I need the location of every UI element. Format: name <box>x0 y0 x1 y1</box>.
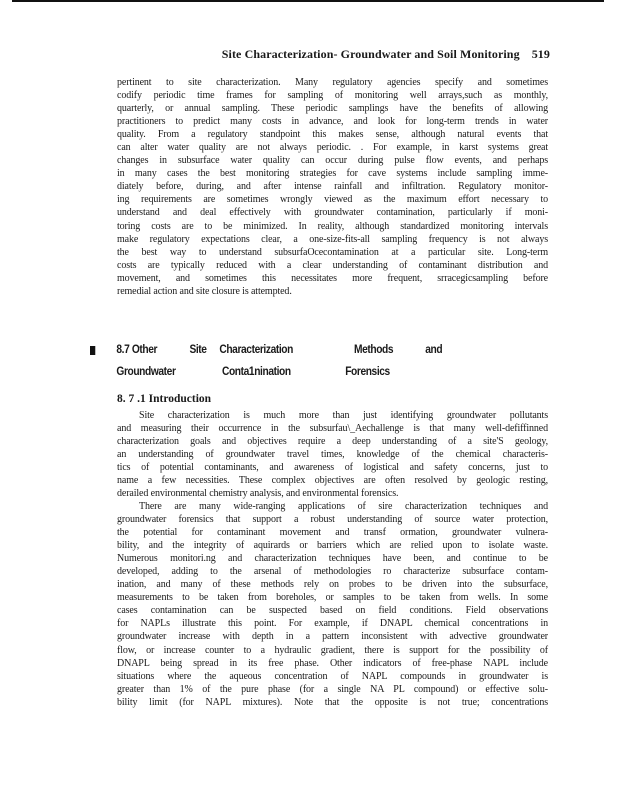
text-line: tics of potential contaminants, and awareness of logistical and safety concerns, just to <box>117 462 548 474</box>
text-line: quality. From a regulatory standpoint this makes sense, although natural events that <box>117 129 548 141</box>
text-line: in many cases the best monitoring strategies for cave systems include sampling imme- <box>117 168 548 180</box>
text-line: the potential for contaminant movement and transf ormation, groundwater vulnera- <box>117 527 548 539</box>
text-line: developed, adding to the arsenal of methodologies ro characterize subsurface contam- <box>117 566 548 578</box>
section-word-contamination <box>222 365 291 378</box>
text-line: the best way to understand subsurfaOcecontamination at a particular site. Long-term <box>117 246 548 258</box>
text-line: quarterly, or annual sampling. These periodic samplings have the benefits of allowing <box>117 103 548 115</box>
section-word-characterization <box>219 343 293 356</box>
section-word: and <box>425 343 443 356</box>
text-line: measurements to be taken from boreholes, or samples to be taken from wells. In some <box>117 592 548 604</box>
section-word: 8.7 Other <box>116 343 158 356</box>
section-word-and <box>425 343 442 356</box>
running-title: Site Characterization- Groundwater and Soil Monitoring <box>221 47 520 61</box>
text-line: groundwater increase with depth in a pattern inconsistent with advective groundwater <box>117 631 548 643</box>
section-word-site <box>189 343 206 356</box>
paragraph-3 <box>117 500 548 709</box>
text-line: characterization goals and objectives require a deep understanding of a site'S geology, <box>117 436 548 448</box>
text-line: codify periodic time frames for sampling of monitoring well arrays,such as monthly, <box>117 90 548 102</box>
text-line: pertinent to site characterization. Many regulatory agencies specify and sometimes <box>117 77 548 88</box>
text-line: Numerous monitori.ng and characterization techniques have been, and continue to be <box>117 553 548 565</box>
text-line: ing requirements are sometimes wrongly viewed as the maximum effort necessary to <box>117 194 548 206</box>
section-word: Groundwater <box>116 365 176 378</box>
text-line: situations where the aqueous concentration of NAPL compounds in groundwater is <box>117 670 548 682</box>
text-line: bility limit (for NAPL mixtures). Note that the opposite is not true; concentrations <box>117 696 548 708</box>
top-rule <box>12 0 604 2</box>
section-heading-line-2 <box>116 365 175 378</box>
section-word: Site <box>189 343 207 356</box>
text-line: flow, or increase counter to a hydraulic gradient, there is support for the possibility of <box>117 644 548 656</box>
section-word: Conta1nination <box>222 365 291 378</box>
text-line: ination, and many of these methods rely on probes to be driven into the subsurface, <box>117 579 548 591</box>
text-line: for NAPLs illustrate this point. For example, if DNAPL chemical concentrations in <box>117 618 548 630</box>
section-bullet <box>90 346 95 355</box>
text-line: bility, and the integrity of aquirards or barriers which are relied upon to isolate waste. <box>117 540 548 552</box>
text-line: changes in subsurface water quality can occur during pulse flow events, and perhaps <box>117 155 548 167</box>
paragraph-1 <box>117 76 548 298</box>
text-line: There are many wide-ranging applications of sire characterization techniques and <box>139 501 548 512</box>
section-word-methods <box>354 343 393 356</box>
text-line: cases contamination can be suspected based on field conditions. Field observations <box>117 605 548 617</box>
text-line: practitioners to predict many costs in advance, and look for long-term trends in water <box>117 116 548 128</box>
text-line: remedial action and site closure is attempted. <box>117 285 292 297</box>
section-word: Forensics <box>345 365 390 378</box>
text-line: toring costs are to be minimized. In reality, although standardized monitoring intervals <box>117 220 548 232</box>
running-head <box>0 47 550 62</box>
text-line: diately before, during, and after intense rainfall and infiltration. Regulatory monitor- <box>117 181 548 193</box>
text-line: name a few necessities. These complex objectives are often resolved by geologic resting, <box>117 475 548 487</box>
text-line: and measuring their occurrence in the subsurfau\_Aechallenge is that many well-defiffinned <box>117 423 548 435</box>
text-line: an understanding of groundwater travel times, knowledge of the chemical characteris- <box>117 449 548 461</box>
section-word: Methods <box>354 343 394 356</box>
text-line: greater than 1% of the pure phase (for a single NA PL compound) or effective solu- <box>117 683 548 695</box>
text-line: make regulatory expectations clear, a one-size-fits-all sampling frequency is not always <box>117 233 548 245</box>
text-line: groundwater forensics that support a robust understanding of source water protection, <box>117 514 548 526</box>
text-line: movement, and sometimes this necessitates more frequent, srracegicsampling before <box>117 272 548 284</box>
section-word: Characterization <box>219 343 293 356</box>
text-line: DNAPL being spread in its free phase. Other indicators of free-phase NAPL include <box>117 657 548 669</box>
text-line: derailed environmental chemistry analysis, and environmental forensics. <box>117 488 399 500</box>
section-word-forensics <box>345 365 390 378</box>
text-line: Site characterization is much more than just identifying groundwater pollutants <box>139 410 548 421</box>
text-line: costs are typically reduced with a clear understanding of contaminant distribution and <box>117 259 548 271</box>
text-line: can alter water quality are not always periodic. . For example, in karst systems great <box>117 142 548 154</box>
subsection-title: 8. 7 .1 Introduction <box>117 393 212 405</box>
paragraph-2 <box>117 409 548 500</box>
text-line: understand and deal effectively with groundwater contamination, particularly if moni- <box>117 207 548 219</box>
section-heading-line-1 <box>116 343 157 356</box>
page-number: 519 <box>531 47 550 61</box>
